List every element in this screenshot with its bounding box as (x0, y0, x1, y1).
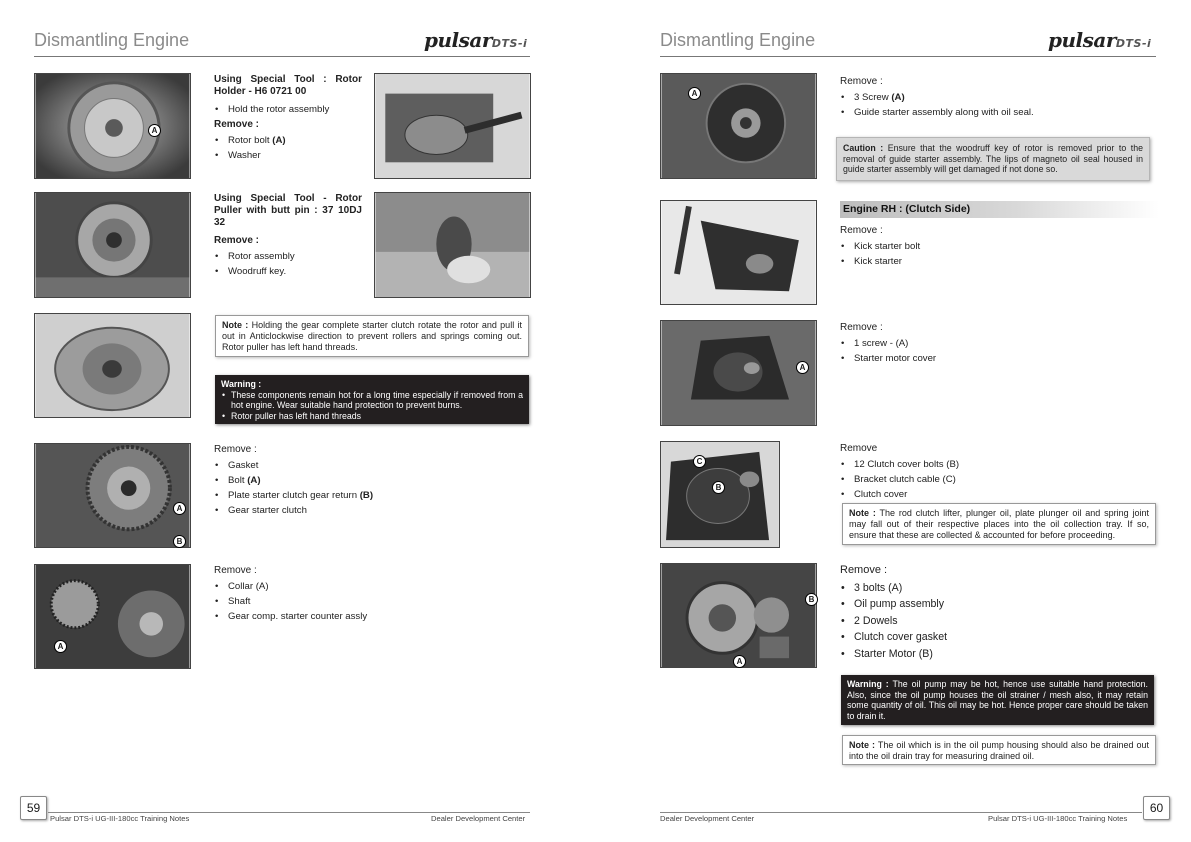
warning-item: • These components remain hot for a long time especially if removed from a hot engine. Wear suitable hand protection to prevent burns. (221, 390, 523, 411)
list-item: • Hold the rotor assembly (214, 102, 362, 117)
list-item: • Bracket clutch cable (C) (840, 472, 1130, 487)
header-rule (660, 56, 1156, 57)
footer-right-text: Dealer Development Center (431, 814, 526, 823)
page-number: 59 (20, 796, 47, 820)
list-item: • Plate starter clutch gear return (B) (214, 488, 414, 503)
callout-a: A (796, 361, 809, 374)
header-rule (34, 56, 530, 57)
remove-heading: Remove : (840, 76, 883, 87)
page-title: Dismantling Engine (660, 30, 816, 50)
remove-heading: Remove : (214, 444, 257, 455)
warning-item: • Rotor puller has left hand threads (221, 411, 523, 422)
list-item: • Shaft (214, 594, 414, 609)
list-item: • Kick starter bolt (840, 239, 1130, 254)
special-tool-label: Using Special Tool : Rotor Holder - H6 0721 00 (214, 74, 362, 97)
starter-clutch-photo (34, 313, 191, 418)
rotor-holder-photo (374, 73, 531, 179)
step-3-text (840, 320, 1130, 366)
step-5-text (840, 562, 1130, 662)
oil-pump-photo (660, 563, 817, 668)
callout-a: A (54, 640, 67, 653)
section-heading: Engine RH : (Clutch Side) (840, 201, 1159, 218)
left-page (0, 0, 595, 842)
footer-rule (48, 812, 530, 813)
page-number: 60 (1143, 796, 1170, 820)
step-4-text (840, 441, 1130, 502)
list-item: • 3 Screw (A) (840, 90, 1130, 105)
special-tool-label: Using Special Tool - Rotor Puller with butt pin : 37 10DJ 32 (214, 193, 362, 228)
list-item: • Guide starter assembly along with oil seal. (840, 105, 1130, 120)
step-5-text (214, 563, 414, 624)
kick-starter-photo (660, 200, 817, 305)
step-1-text (840, 74, 1130, 120)
callout-c: C (693, 455, 706, 468)
pulsar-logo: pulsarDTS-i (1048, 28, 1152, 52)
list-item: • Washer (214, 148, 362, 163)
footer-right-text: Pulsar DTS-i UG-III-180cc Training Notes (988, 814, 1128, 823)
list-item: • Rotor assembly (214, 249, 362, 264)
callout-a: A (173, 502, 186, 515)
rotor-puller-photo (374, 192, 531, 298)
footer-rule (660, 812, 1142, 813)
list-item: • Rotor bolt (A) (214, 133, 362, 148)
callout-a: A (688, 87, 701, 100)
step-2-text (214, 193, 362, 279)
rotor-photo (34, 73, 191, 179)
right-page (596, 0, 1191, 842)
list-item: • Oil pump assembly (840, 596, 1130, 613)
note-box: Note : The oil which is in the oil pump housing should also be drained out into the oil drain tray for measuring drained oil. (842, 735, 1156, 765)
list-item: • 12 Clutch cover bolts (B) (840, 457, 1130, 472)
counter-gear-photo (34, 564, 191, 669)
clutch-cover-photo (660, 441, 780, 548)
pulsar-logo: pulsarDTS-i (424, 28, 528, 52)
remove-heading: Remove : (214, 565, 257, 576)
page-title: Dismantling Engine (34, 30, 190, 50)
guide-starter-photo (660, 73, 817, 179)
warning-box: Warning : The oil pump may be hot, hence use suitable hand protection. Also, since the oil pump houses the oil strainer / mesh also, it may retain some quantity of oil. This oil may be hot. Hence proper care should be taken to drain it. (841, 675, 1154, 725)
list-item: • 1 screw - (A) (840, 336, 1130, 351)
step-4-text (214, 442, 414, 518)
list-item: • Woodruff key. (214, 264, 362, 279)
remove-heading: Remove (840, 443, 878, 454)
footer-left-text: Dealer Development Center (660, 814, 755, 823)
list-item: • Clutch cover (840, 487, 1130, 502)
step-2-text (840, 223, 1130, 269)
callout-a: A (733, 655, 746, 668)
note-box: Note : The rod clutch lifter, plunger oil, plate plunger oil and spring joint may fall out of their respective places into the oil collection tray. If so, ensure that these are collected & accounted for before proceeding. (842, 503, 1156, 545)
list-item: • 3 bolts (A) (840, 580, 1130, 597)
starter-motor-cover-photo (660, 320, 817, 426)
callout-b: B (173, 535, 186, 548)
list-item: • Collar (A) (214, 579, 414, 594)
list-item: • Starter Motor (B) (840, 646, 1130, 663)
list-item: • Gear comp. starter counter assly (214, 609, 414, 624)
list-item: • Bolt (A) (214, 473, 414, 488)
list-item: • Gasket (214, 458, 414, 473)
callout-b: B (805, 593, 818, 606)
remove-heading: Remove : (214, 119, 260, 130)
warning-box: Warning : • These components remain hot for a long time especially if removed from a hot engine. Wear suitable hand protection to prevent burns. • Rotor puller has left hand threads (215, 375, 529, 424)
rotor-assembly-photo (34, 192, 191, 298)
remove-heading: Remove : (840, 564, 888, 576)
list-item: • Kick starter (840, 254, 1130, 269)
gear-starter-clutch-photo (34, 443, 191, 548)
note-box: Note : Holding the gear complete starter clutch rotate the rotor and pull it out in Anticlockwise direction to prevent rollers and springs coming out. Rotor puller has left hand threads. (215, 315, 529, 357)
footer-left-text: Pulsar DTS-i UG-III-180cc Training Notes (50, 814, 190, 823)
list-item: • Starter motor cover (840, 351, 1130, 366)
remove-heading: Remove : (840, 322, 883, 333)
step-1-text (214, 74, 362, 163)
list-item: • 2 Dowels (840, 613, 1130, 630)
remove-heading: Remove : (214, 235, 260, 246)
list-item: • Clutch cover gasket (840, 629, 1130, 646)
remove-heading: Remove : (840, 225, 883, 236)
callout-a: A (148, 124, 161, 137)
caution-box: Caution : Ensure that the woodruff key of rotor is removed prior to the removal of guide starter assembly. The lips of magneto oil seal housed in guide starter assembly will get damaged if not done so. (836, 137, 1150, 181)
list-item: • Gear starter clutch (214, 503, 414, 518)
callout-b: B (712, 481, 725, 494)
